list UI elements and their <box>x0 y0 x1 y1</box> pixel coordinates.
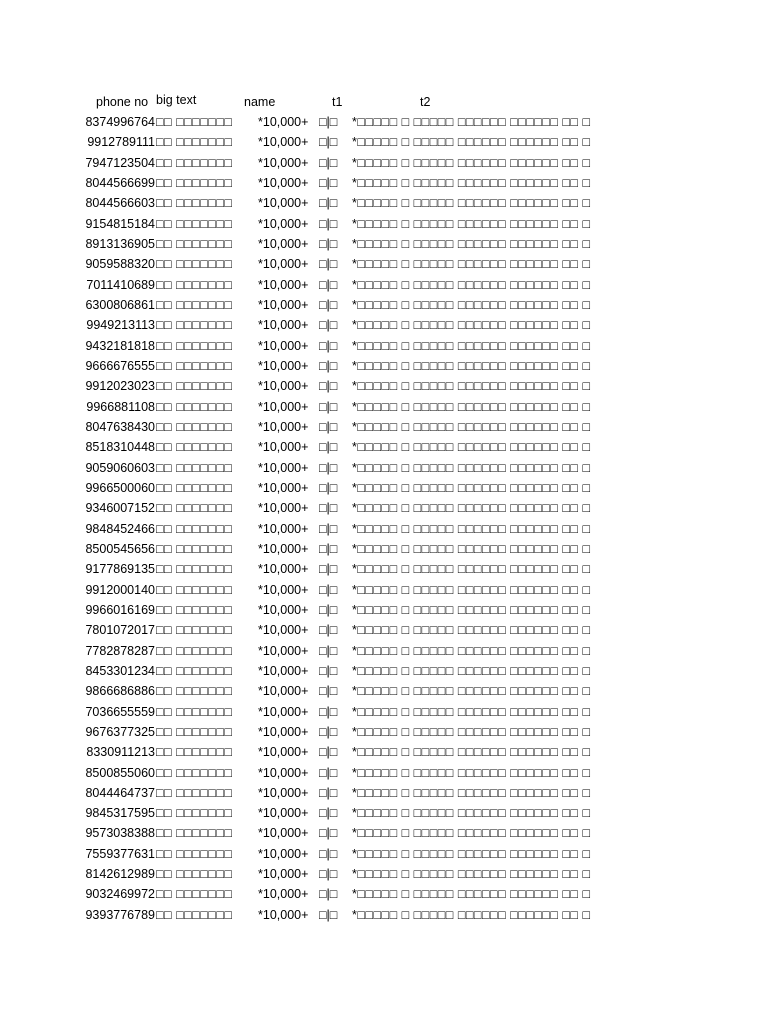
table-row <box>74 255 686 275</box>
big-text-cell: □□ □□□□□□□ <box>156 115 233 129</box>
name-cell: *10,000+ <box>258 257 309 272</box>
table-row <box>74 560 686 580</box>
name-cell: *10,000+ <box>258 765 309 780</box>
name-cell: *10,000+ <box>258 338 309 353</box>
big-text-cell: □□ □□□□□□□ <box>156 236 233 251</box>
t1-cell: □|□ <box>319 115 338 129</box>
t2-cell: *□□□□□ □ □□□□□ □□□□□□ □□□□□□ □□ □ <box>352 602 591 617</box>
phone-cell: 9059588320 <box>85 257 155 272</box>
table-row <box>74 276 686 296</box>
name-cell: *10,000+ <box>258 785 309 800</box>
t1-cell: □|□ <box>319 826 338 841</box>
big-text-cell: □□ □□□□□□□ <box>156 379 233 394</box>
big-text-cell: □□ □□□□□□□ <box>156 460 233 475</box>
t1-cell: □|□ <box>319 155 338 170</box>
table-row <box>74 316 686 336</box>
t2-cell: *□□□□□ □ □□□□□ □□□□□□ □□□□□□ □□ □ <box>352 501 591 516</box>
name-cell: *10,000+ <box>258 643 309 658</box>
table-row <box>74 235 686 255</box>
big-text-cell: □□ □□□□□□□ <box>156 806 233 821</box>
name-cell: *10,000+ <box>258 460 309 475</box>
t2-cell: *□□□□□ □ □□□□□ □□□□□□ □□□□□□ □□ □ <box>352 155 591 170</box>
big-text-cell: □□ □□□□□□□ <box>156 541 233 556</box>
name-cell: *10,000+ <box>258 277 309 292</box>
t2-cell: *□□□□□ □ □□□□□ □□□□□□ □□□□□□ □□ □ <box>352 196 591 211</box>
t2-cell: *□□□□□ □ □□□□□ □□□□□□ □□□□□□ □□ □ <box>352 175 591 190</box>
name-cell: *10,000+ <box>258 318 309 333</box>
name-cell: *10,000+ <box>258 806 309 821</box>
phone-cell: 9032469972 <box>85 887 155 902</box>
table-row <box>74 215 686 235</box>
t1-cell: □|□ <box>319 724 338 739</box>
name-cell: *10,000+ <box>258 582 309 597</box>
big-text-cell: □□ □□□□□□□ <box>156 907 233 922</box>
table-row <box>74 906 686 926</box>
phone-cell: 9573038388 <box>85 826 155 841</box>
t1-cell: □|□ <box>319 480 338 495</box>
name-cell: *10,000+ <box>258 541 309 556</box>
t1-cell: □|□ <box>319 419 338 434</box>
t2-cell: *□□□□□ □ □□□□□ □□□□□□ □□□□□□ □□ □ <box>352 846 591 861</box>
header-t2: t2 <box>420 95 431 109</box>
table-row <box>74 113 686 133</box>
t2-cell: *□□□□□ □ □□□□□ □□□□□□ □□□□□□ □□ □ <box>352 826 591 841</box>
t2-cell: *□□□□□ □ □□□□□ □□□□□□ □□□□□□ □□ □ <box>352 643 591 658</box>
table-row <box>74 581 686 601</box>
big-text-cell: □□ □□□□□□□ <box>156 765 233 780</box>
t1-cell: □|□ <box>319 216 338 231</box>
t2-cell: *□□□□□ □ □□□□□ □□□□□□ □□□□□□ □□ □ <box>352 135 591 150</box>
big-text-cell: □□ □□□□□□□ <box>156 196 233 211</box>
name-cell: *10,000+ <box>258 155 309 170</box>
name-cell: *10,000+ <box>258 379 309 394</box>
name-cell: *10,000+ <box>258 602 309 617</box>
phone-cell: 9845317595 <box>85 806 155 821</box>
name-cell: *10,000+ <box>258 562 309 577</box>
t1-cell: □|□ <box>319 460 338 475</box>
t1-cell: □|□ <box>319 846 338 861</box>
name-cell: *10,000+ <box>258 724 309 739</box>
t1-cell: □|□ <box>319 785 338 800</box>
name-cell: *10,000+ <box>258 419 309 434</box>
big-text-cell: □□ □□□□□□□ <box>156 318 233 333</box>
t2-cell: *□□□□□ □ □□□□□ □□□□□□ □□□□□□ □□ □ <box>352 724 591 739</box>
header-t1: t1 <box>332 95 343 109</box>
t2-cell: *□□□□□ □ □□□□□ □□□□□□ □□□□□□ □□ □ <box>352 399 591 414</box>
phone-cell: 9393776789 <box>85 907 155 922</box>
t1-cell: □|□ <box>319 175 338 190</box>
table-row <box>74 520 686 540</box>
t2-cell: *□□□□□ □ □□□□□ □□□□□□ □□□□□□ □□ □ <box>352 684 591 699</box>
phone-cell: 8044566603 <box>85 196 155 211</box>
t2-cell: *□□□□□ □ □□□□□ □□□□□□ □□□□□□ □□ □ <box>352 907 591 922</box>
table-row <box>74 459 686 479</box>
table-row <box>74 845 686 865</box>
t2-cell: *□□□□□ □ □□□□□ □□□□□□ □□□□□□ □□ □ <box>352 379 591 394</box>
big-text-cell: □□ □□□□□□□ <box>156 867 233 882</box>
table-row <box>74 662 686 682</box>
t2-cell: *□□□□□ □ □□□□□ □□□□□□ □□□□□□ □□ □ <box>352 521 591 536</box>
name-cell: *10,000+ <box>258 135 309 150</box>
table-row <box>74 743 686 763</box>
name-cell: *10,000+ <box>258 297 309 312</box>
t1-cell: □|□ <box>319 358 338 373</box>
name-cell: *10,000+ <box>258 684 309 699</box>
table-row <box>74 885 686 905</box>
phone-cell: 6300806861 <box>85 297 155 312</box>
t2-cell: *□□□□□ □ □□□□□ □□□□□□ □□□□□□ □□ □ <box>352 623 591 638</box>
big-text-cell: □□ □□□□□□□ <box>156 643 233 658</box>
table-row <box>74 824 686 844</box>
table-row <box>74 174 686 194</box>
table-row <box>74 621 686 641</box>
big-text-cell: □□ □□□□□□□ <box>156 745 233 760</box>
t1-cell: □|□ <box>319 338 338 353</box>
big-text-cell: □□ □□□□□□□ <box>156 257 233 272</box>
table-row <box>74 601 686 621</box>
big-text-cell: □□ □□□□□□□ <box>156 135 233 150</box>
name-cell: *10,000+ <box>258 440 309 455</box>
name-cell: *10,000+ <box>258 663 309 678</box>
table-row <box>74 194 686 214</box>
t1-cell: □|□ <box>319 196 338 211</box>
name-cell: *10,000+ <box>258 704 309 719</box>
big-text-cell: □□ □□□□□□□ <box>156 480 233 495</box>
name-cell: *10,000+ <box>258 623 309 638</box>
phone-cell: 9949213113 <box>86 318 155 333</box>
phone-cell: 9966016169 <box>85 602 155 617</box>
t1-cell: □|□ <box>319 867 338 882</box>
phone-cell: 7559377631 <box>85 846 155 861</box>
t1-cell: □|□ <box>319 907 338 922</box>
name-cell: *10,000+ <box>258 521 309 536</box>
name-cell: *10,000+ <box>258 867 309 882</box>
t1-cell: □|□ <box>319 379 338 394</box>
t2-cell: *□□□□□ □ □□□□□ □□□□□□ □□□□□□ □□ □ <box>352 704 591 719</box>
t2-cell: *□□□□□ □ □□□□□ □□□□□□ □□□□□□ □□ □ <box>352 765 591 780</box>
big-text-cell: □□ □□□□□□□ <box>156 419 233 434</box>
t2-cell: *□□□□□ □ □□□□□ □□□□□□ □□□□□□ □□ □ <box>352 562 591 577</box>
t1-cell: □|□ <box>319 623 338 638</box>
table-row <box>74 804 686 824</box>
t2-cell: *□□□□□ □ □□□□□ □□□□□□ □□□□□□ □□ □ <box>352 338 591 353</box>
phone-cell: 8142612989 <box>85 867 155 882</box>
t1-cell: □|□ <box>319 236 338 251</box>
big-text-cell: □□ □□□□□□□ <box>156 887 233 902</box>
name-cell: *10,000+ <box>258 175 309 190</box>
big-text-cell: □□ □□□□□□□ <box>156 155 233 170</box>
phone-cell: 8374996764 <box>85 115 155 129</box>
phone-cell: 9912023023 <box>85 379 155 394</box>
big-text-cell: □□ □□□□□□□ <box>156 501 233 516</box>
t2-cell: *□□□□□ □ □□□□□ □□□□□□ □□□□□□ □□ □ <box>352 115 591 129</box>
phone-cell: 9676377325 <box>85 724 155 739</box>
table-row <box>74 499 686 519</box>
phone-cell: 8044566699 <box>85 175 155 190</box>
table-row <box>74 784 686 804</box>
t1-cell: □|□ <box>319 521 338 536</box>
name-cell: *10,000+ <box>258 826 309 841</box>
header-row <box>74 92 686 113</box>
phone-cell: 9432181818 <box>85 338 155 353</box>
t1-cell: □|□ <box>319 399 338 414</box>
name-cell: *10,000+ <box>258 480 309 495</box>
big-text-cell: □□ □□□□□□□ <box>156 297 233 312</box>
name-cell: *10,000+ <box>258 745 309 760</box>
phone-cell: 9966881108 <box>86 399 155 414</box>
header-phone-no: phone no <box>96 95 149 109</box>
phone-cell: 7947123504 <box>85 155 155 170</box>
big-text-cell: □□ □□□□□□□ <box>156 562 233 577</box>
phone-cell: 7801072017 <box>85 623 155 638</box>
big-text-cell: □□ □□□□□□□ <box>156 582 233 597</box>
t1-cell: □|□ <box>319 602 338 617</box>
phone-cell: 7036655559 <box>85 704 155 719</box>
name-cell: *10,000+ <box>258 216 309 231</box>
t2-cell: *□□□□□ □ □□□□□ □□□□□□ □□□□□□ □□ □ <box>352 480 591 495</box>
name-cell: *10,000+ <box>258 115 309 129</box>
big-text-cell: □□ □□□□□□□ <box>156 175 233 190</box>
name-cell: *10,000+ <box>258 196 309 211</box>
t2-cell: *□□□□□ □ □□□□□ □□□□□□ □□□□□□ □□ □ <box>352 663 591 678</box>
data-rows <box>74 113 686 926</box>
t2-cell: *□□□□□ □ □□□□□ □□□□□□ □□□□□□ □□ □ <box>352 460 591 475</box>
t2-cell: *□□□□□ □ □□□□□ □□□□□□ □□□□□□ □□ □ <box>352 582 591 597</box>
name-cell: *10,000+ <box>258 399 309 414</box>
phone-cell: 9866686886 <box>85 684 155 699</box>
name-cell: *10,000+ <box>258 907 309 922</box>
big-text-cell: □□ □□□□□□□ <box>156 623 233 638</box>
big-text-cell: □□ □□□□□□□ <box>156 724 233 739</box>
t2-cell: *□□□□□ □ □□□□□ □□□□□□ □□□□□□ □□ □ <box>352 745 591 760</box>
t1-cell: □|□ <box>319 684 338 699</box>
header-big-text: big text <box>156 93 197 107</box>
big-text-cell: □□ □□□□□□□ <box>156 277 233 292</box>
table-row <box>74 438 686 458</box>
t2-cell: *□□□□□ □ □□□□□ □□□□□□ □□□□□□ □□ □ <box>352 277 591 292</box>
t2-cell: *□□□□□ □ □□□□□ □□□□□□ □□□□□□ □□ □ <box>352 358 591 373</box>
phone-cell: 8453301234 <box>85 663 155 678</box>
t1-cell: □|□ <box>319 765 338 780</box>
table-row <box>74 642 686 662</box>
table-row <box>74 764 686 784</box>
t1-cell: □|□ <box>319 806 338 821</box>
big-text-cell: □□ □□□□□□□ <box>156 826 233 841</box>
t2-cell: *□□□□□ □ □□□□□ □□□□□□ □□□□□□ □□ □ <box>352 440 591 455</box>
t1-cell: □|□ <box>319 745 338 760</box>
t1-cell: □|□ <box>319 562 338 577</box>
phone-cell: 9666676555 <box>85 358 155 373</box>
t2-cell: *□□□□□ □ □□□□□ □□□□□□ □□□□□□ □□ □ <box>352 318 591 333</box>
phone-cell: 9966500060 <box>85 480 155 495</box>
table-row <box>74 479 686 499</box>
t1-cell: □|□ <box>319 277 338 292</box>
t1-cell: □|□ <box>319 297 338 312</box>
t2-cell: *□□□□□ □ □□□□□ □□□□□□ □□□□□□ □□ □ <box>352 257 591 272</box>
t2-cell: *□□□□□ □ □□□□□ □□□□□□ □□□□□□ □□ □ <box>352 216 591 231</box>
t2-cell: *□□□□□ □ □□□□□ □□□□□□ □□□□□□ □□ □ <box>352 785 591 800</box>
big-text-cell: □□ □□□□□□□ <box>156 216 233 231</box>
phone-cell: 9848452466 <box>85 521 155 536</box>
t1-cell: □|□ <box>319 643 338 658</box>
t1-cell: □|□ <box>319 704 338 719</box>
big-text-cell: □□ □□□□□□□ <box>156 338 233 353</box>
phone-cell: 9177869135 <box>85 562 155 577</box>
t2-cell: *□□□□□ □ □□□□□ □□□□□□ □□□□□□ □□ □ <box>352 867 591 882</box>
t1-cell: □|□ <box>319 663 338 678</box>
phone-cell: 9346007152 <box>85 501 155 516</box>
t1-cell: □|□ <box>319 501 338 516</box>
phone-cell: 7782878287 <box>85 643 155 658</box>
big-text-cell: □□ □□□□□□□ <box>156 521 233 536</box>
table-row <box>74 154 686 174</box>
table-row <box>74 133 686 153</box>
phone-cell: 8330911213 <box>86 745 155 760</box>
big-text-cell: □□ □□□□□□□ <box>156 602 233 617</box>
t2-cell: *□□□□□ □ □□□□□ □□□□□□ □□□□□□ □□ □ <box>352 541 591 556</box>
table-row <box>74 703 686 723</box>
table-row <box>74 540 686 560</box>
name-cell: *10,000+ <box>258 846 309 861</box>
phone-cell: 8047638430 <box>85 419 155 434</box>
phone-cell: 8913136905 <box>85 236 155 251</box>
name-cell: *10,000+ <box>258 887 309 902</box>
phone-cell: 7011410689 <box>86 277 155 292</box>
table-row <box>74 296 686 316</box>
big-text-cell: □□ □□□□□□□ <box>156 846 233 861</box>
t1-cell: □|□ <box>319 541 338 556</box>
phone-cell: 8500855060 <box>85 765 155 780</box>
table-row <box>74 723 686 743</box>
table-row <box>74 377 686 397</box>
table-row <box>74 682 686 702</box>
name-cell: *10,000+ <box>258 236 309 251</box>
t2-cell: *□□□□□ □ □□□□□ □□□□□□ □□□□□□ □□ □ <box>352 419 591 434</box>
phone-cell: 9912789111 <box>87 135 155 150</box>
phone-cell: 8518310448 <box>85 440 155 455</box>
t2-cell: *□□□□□ □ □□□□□ □□□□□□ □□□□□□ □□ □ <box>352 887 591 902</box>
big-text-cell: □□ □□□□□□□ <box>156 684 233 699</box>
phone-cell: 8044464737 <box>85 785 155 800</box>
name-cell: *10,000+ <box>258 358 309 373</box>
big-text-cell: □□ □□□□□□□ <box>156 399 233 414</box>
header-name: name <box>244 95 276 109</box>
t1-cell: □|□ <box>319 582 338 597</box>
t2-cell: *□□□□□ □ □□□□□ □□□□□□ □□□□□□ □□ □ <box>352 297 591 312</box>
big-text-cell: □□ □□□□□□□ <box>156 785 233 800</box>
big-text-cell: □□ □□□□□□□ <box>156 704 233 719</box>
table-row <box>74 357 686 377</box>
table-row <box>74 418 686 438</box>
t1-cell: □|□ <box>319 440 338 455</box>
phone-cell: 9912000140 <box>85 582 155 597</box>
table-row <box>74 398 686 418</box>
big-text-cell: □□ □□□□□□□ <box>156 358 233 373</box>
phone-cell: 9154815184 <box>85 216 155 231</box>
phone-cell: 8500545656 <box>85 541 155 556</box>
phone-cell: 9059060603 <box>85 460 155 475</box>
t2-cell: *□□□□□ □ □□□□□ □□□□□□ □□□□□□ □□ □ <box>352 236 591 251</box>
table-row <box>74 865 686 885</box>
t1-cell: □|□ <box>319 887 338 902</box>
name-cell: *10,000+ <box>258 501 309 516</box>
t1-cell: □|□ <box>319 257 338 272</box>
t2-cell: *□□□□□ □ □□□□□ □□□□□□ □□□□□□ □□ □ <box>352 806 591 821</box>
spreadsheet <box>74 92 686 928</box>
table-row <box>74 337 686 357</box>
t1-cell: □|□ <box>319 318 338 333</box>
t1-cell: □|□ <box>319 135 338 150</box>
big-text-cell: □□ □□□□□□□ <box>156 440 233 455</box>
big-text-cell: □□ □□□□□□□ <box>156 663 233 678</box>
